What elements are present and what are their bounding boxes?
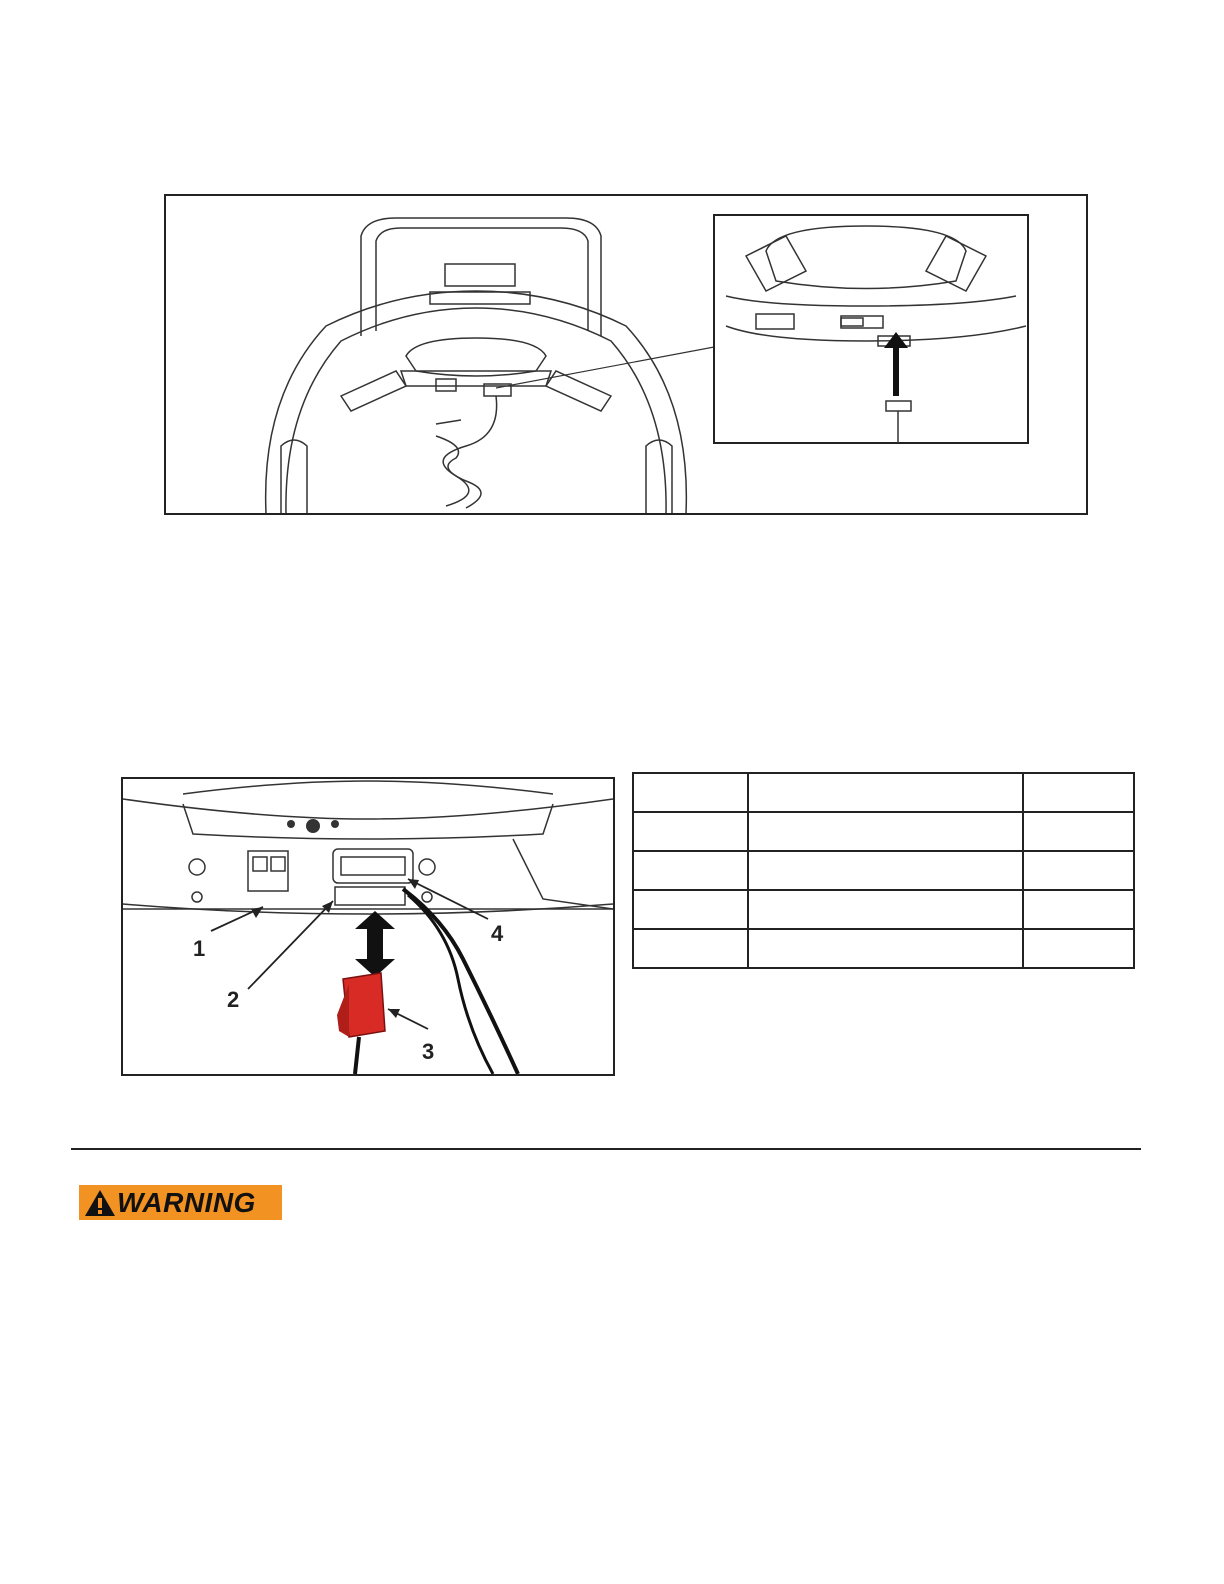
table-cell — [633, 890, 748, 929]
callout-3: 3 — [422, 1039, 435, 1064]
callout-4: 4 — [491, 921, 504, 946]
table-cell — [633, 812, 748, 851]
safety-key-figure — [121, 777, 615, 1076]
table-row — [633, 773, 1134, 812]
treadmill-overview-figure — [164, 194, 1088, 515]
table-cell — [748, 851, 1023, 890]
table-cell — [1023, 851, 1134, 890]
table-row — [633, 812, 1134, 851]
safety-key-drawing — [123, 779, 613, 1074]
warning-triangle-icon — [83, 1188, 117, 1218]
table-cell — [1023, 890, 1134, 929]
table-cell — [748, 929, 1023, 968]
table-cell — [748, 812, 1023, 851]
table-row — [633, 851, 1134, 890]
section-divider — [71, 1148, 1141, 1150]
table-cell — [633, 851, 748, 890]
warning-label — [79, 1185, 282, 1220]
table-cell — [1023, 773, 1134, 812]
table-cell — [633, 929, 748, 968]
table-row — [633, 890, 1134, 929]
warning-text: WARNING — [117, 1186, 256, 1218]
table-cell — [748, 890, 1023, 929]
table-cell — [1023, 812, 1134, 851]
table-row — [633, 929, 1134, 968]
treadmill-overview-drawing — [166, 196, 1086, 513]
table-cell — [748, 773, 1023, 812]
safety-key — [337, 973, 385, 1074]
callout-2: 2 — [227, 987, 240, 1012]
table-cell — [633, 773, 748, 812]
callout-1: 1 — [193, 936, 206, 961]
table-cell — [1023, 929, 1134, 968]
parts-table — [632, 772, 1135, 969]
